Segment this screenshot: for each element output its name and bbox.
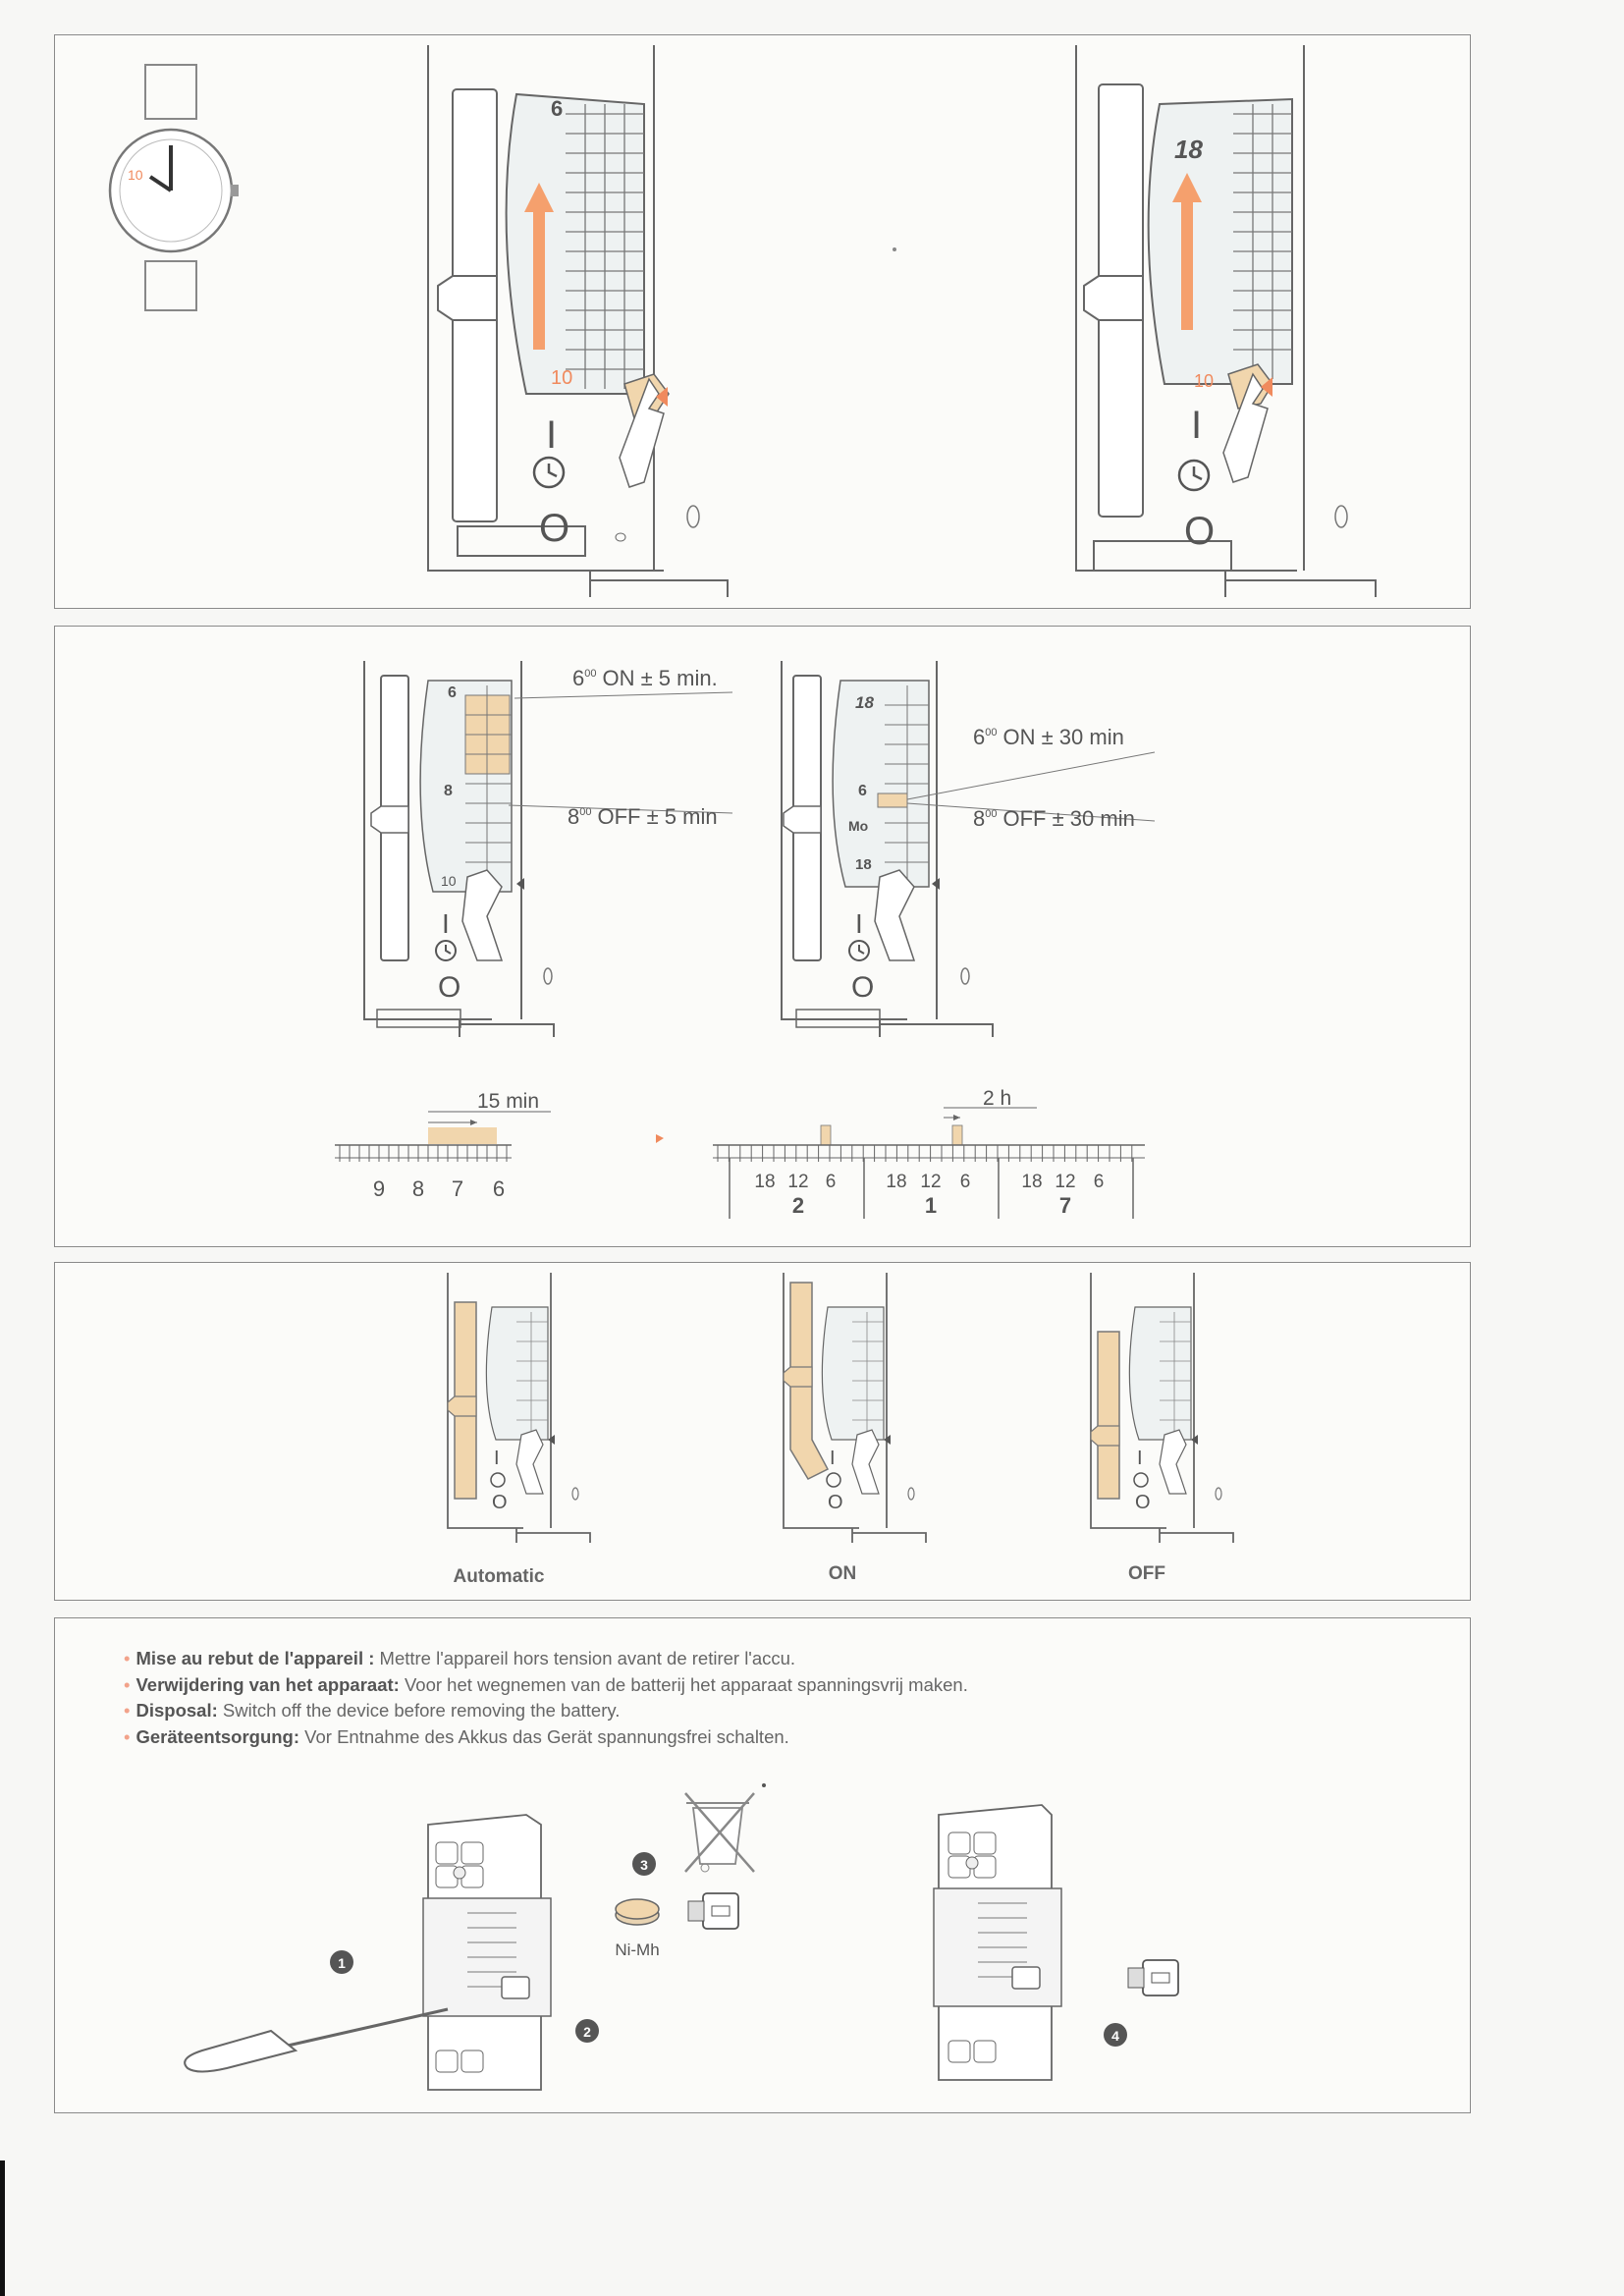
wristwatch-icon: [110, 65, 239, 310]
dial-label-18b: 18: [855, 856, 872, 873]
interval-label-2h: 2 h: [983, 1087, 1012, 1110]
day1-hour-6: 6: [959, 1172, 971, 1192]
switch-off-symbol: O: [438, 971, 461, 1004]
switch-on-symbol: I: [855, 908, 863, 939]
dial-label-8: 8: [444, 783, 453, 799]
switch-off-symbol: O: [851, 971, 875, 1004]
dial-bottom-label: 10: [551, 367, 573, 389]
dial-label-18: 18: [855, 693, 874, 712]
timer-dial-right: [1076, 45, 1376, 597]
panel4-illustration: [55, 1618, 1472, 2114]
watch-hour-label: 10: [128, 167, 143, 183]
day7-hour-12: 12: [1055, 1172, 1076, 1192]
panel2-illustration: [55, 627, 1472, 1248]
interval-label-15min: 15 min: [477, 1090, 540, 1113]
switch-off-symbol: O: [1135, 1492, 1151, 1513]
battery-disposal: [615, 1783, 766, 1959]
switch-on-symbol: I: [1137, 1448, 1143, 1469]
day1-hour-18: 18: [886, 1172, 907, 1192]
day2-hour-18: 18: [754, 1172, 776, 1192]
panel-disposal: [54, 1617, 1471, 2113]
instruction-en: • Disposal: Switch off the device before removing the battery.: [124, 1700, 621, 1721]
panel3-illustration: [55, 1263, 1472, 1602]
mode-label-off: OFF: [1128, 1563, 1165, 1584]
scale-2h: [713, 1087, 1145, 1219]
switch-on-symbol: I: [494, 1448, 500, 1469]
day-2-label: 2: [791, 1193, 805, 1218]
day2-hour-12: 12: [787, 1172, 809, 1192]
switch-off-symbol: O: [492, 1492, 508, 1513]
step-2-number: 2: [583, 2024, 591, 2040]
day1-hour-12: 12: [920, 1172, 942, 1192]
mode-label-automatic: Automatic: [453, 1566, 545, 1587]
day2-hour-6: 6: [825, 1172, 837, 1192]
scale-15min: [335, 1090, 551, 1201]
callout-on-5min: $6^{00}$ ON ± 5 min.: [572, 666, 718, 690]
panel-switching-precision: [54, 626, 1471, 1247]
panel-operating-modes: [54, 1262, 1471, 1601]
switch-on-symbol: I: [442, 908, 450, 939]
scale-tick-7: 7: [451, 1176, 464, 1201]
timer-device-open: [185, 1815, 599, 2090]
callout-on-30min: $6^{00}$ ON ± 30 min: [973, 725, 1124, 749]
switch-on-symbol: I: [830, 1448, 836, 1469]
switch-on-symbol: I: [1191, 404, 1203, 447]
callout-off-5min: $8^{00}$ OFF ± 5 min: [568, 804, 718, 829]
instruction-nl: • Verwijdering van het apparaat: Voor het wegnemen van de batterij het apparaat spanningsvrij maken.: [124, 1673, 968, 1695]
timer-dial-2h: [782, 661, 1155, 1037]
timer-dial-15min: [364, 661, 732, 1037]
dial-top-label: 6: [551, 96, 564, 121]
scale-tick-6: 6: [492, 1176, 506, 1201]
dial-label-6: 6: [858, 783, 867, 799]
dial-label-10: 10: [441, 873, 457, 889]
switch-off-symbol: O: [539, 507, 570, 550]
mode-automatic-device: [448, 1273, 590, 1543]
panel1-illustration: [55, 35, 1472, 610]
dial-label-mo: Mo: [848, 818, 869, 834]
panel-time-setting: [54, 34, 1471, 609]
instruction-fr: • Mise au rebut de l'appareil : Mettre l'appareil hors tension avant de retirer l'accu.: [124, 1648, 796, 1668]
dial-top-label: 18: [1174, 135, 1203, 164]
timer-device-closed: [934, 1805, 1178, 2080]
switch-on-symbol: I: [546, 413, 558, 457]
step-1-number: 1: [338, 1955, 346, 1971]
day7-hour-18: 18: [1021, 1172, 1043, 1192]
step-3-number: 3: [640, 1857, 648, 1873]
day7-hour-6: 6: [1093, 1172, 1105, 1192]
mode-label-on: ON: [828, 1563, 857, 1584]
callout-off-30min: $8^{00}$ OFF ± 30 min: [973, 806, 1135, 831]
step-4-number: 4: [1111, 2028, 1119, 2044]
day-1-label: 1: [924, 1193, 938, 1218]
switch-off-symbol: O: [1184, 510, 1216, 553]
mode-off-device: [1091, 1273, 1233, 1543]
battery-label: Ni-Mh: [615, 1941, 660, 1959]
instruction-de: • Geräteentsorgung: Vor Entnahme des Akkus das Gerät spannungsfrei schalten.: [124, 1725, 789, 1747]
scale-tick-9: 9: [372, 1176, 386, 1201]
dial-bottom-label: 10: [1194, 371, 1215, 391]
crossed-bin-icon: [685, 1793, 754, 1872]
scan-edge: [0, 2160, 5, 2296]
mode-on-device: [784, 1273, 926, 1543]
dial-label-6: 6: [448, 684, 457, 701]
scale-tick-8: 8: [411, 1176, 425, 1201]
switch-off-symbol: O: [828, 1492, 843, 1513]
day-7-label: 7: [1058, 1193, 1072, 1218]
timer-dial-left: [428, 45, 896, 597]
